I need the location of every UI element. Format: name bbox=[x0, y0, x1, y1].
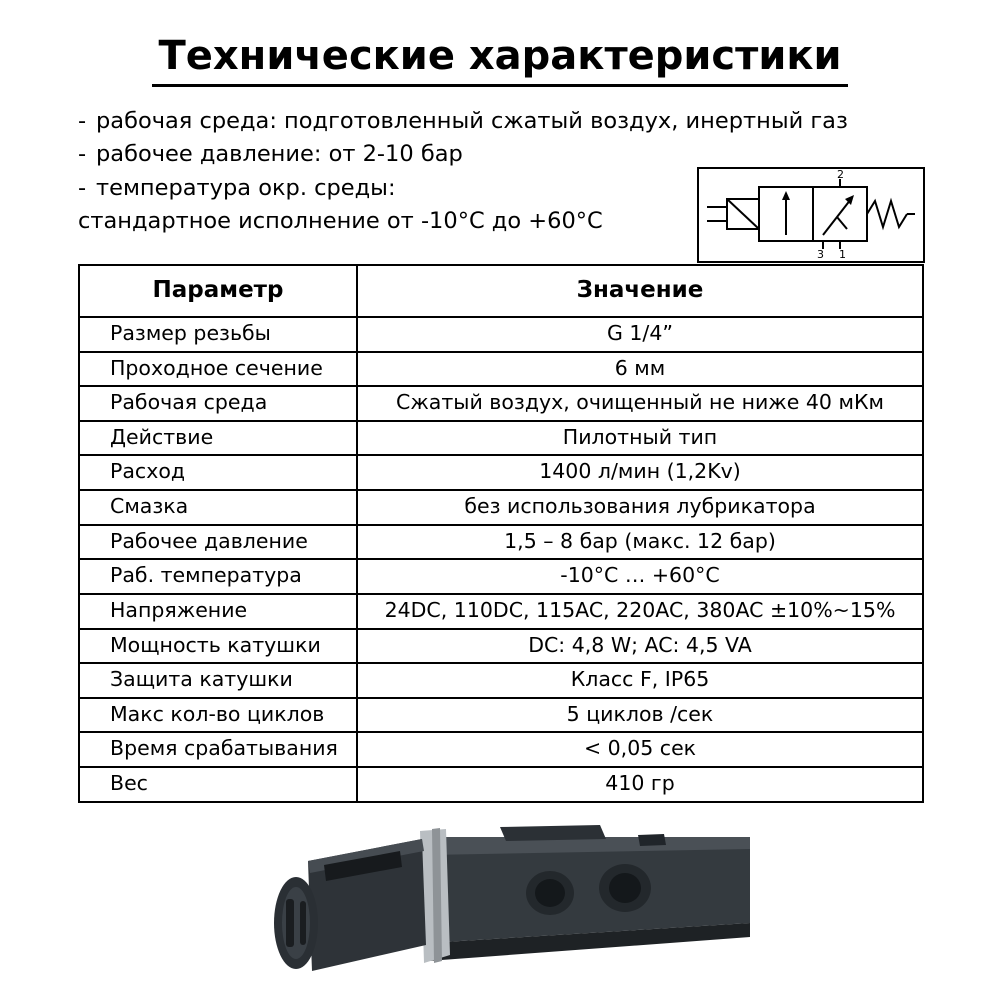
table-row bbox=[79, 732, 923, 767]
pneumatic-valve-photo bbox=[250, 815, 770, 995]
table-row bbox=[79, 317, 923, 352]
table-row bbox=[79, 525, 923, 560]
cell-parameter: Расход bbox=[79, 455, 357, 490]
table-row bbox=[79, 663, 923, 698]
table-row bbox=[79, 594, 923, 629]
cell-parameter: Время срабатывания bbox=[79, 732, 357, 767]
column-header-value: Значение bbox=[357, 265, 923, 317]
table-body bbox=[79, 317, 923, 802]
specifications-table bbox=[78, 264, 924, 803]
table-row bbox=[79, 767, 923, 802]
cell-parameter: Рабочее давление bbox=[79, 525, 357, 560]
cell-parameter: Мощность катушки bbox=[79, 629, 357, 664]
table-row bbox=[79, 490, 923, 525]
bullet-text: рабочее давление: от 2-10 бар bbox=[96, 141, 463, 168]
cell-parameter: Рабочая среда bbox=[79, 386, 357, 421]
cell-value: Сжатый воздух, очищенный не ниже 40 мКм bbox=[357, 386, 923, 421]
bullet-extra-text: стандартное исполнение от -10°С до +60°С bbox=[78, 207, 603, 234]
port-label-1: 1 bbox=[839, 248, 846, 261]
table-row bbox=[79, 629, 923, 664]
cell-value: 1,5 – 8 бар (макс. 12 бар) bbox=[357, 525, 923, 560]
table-row bbox=[79, 421, 923, 456]
cell-parameter: Напряжение bbox=[79, 594, 357, 629]
cell-parameter: Вес bbox=[79, 767, 357, 802]
cell-parameter: Защита катушки bbox=[79, 663, 357, 698]
cell-value: 1400 л/мин (1,2Kv) bbox=[357, 455, 923, 490]
cell-value: 24DC, 110DC, 115AC, 220AC, 380AC ±10%~15% bbox=[357, 594, 923, 629]
cell-value: 6 мм bbox=[357, 352, 923, 387]
cell-parameter: Раб. температура bbox=[79, 559, 357, 594]
table-row bbox=[79, 352, 923, 387]
table-row bbox=[79, 386, 923, 421]
dash-marker: - bbox=[78, 108, 87, 134]
cell-parameter: Смазка bbox=[79, 490, 357, 525]
pneumatic-valve-symbol-icon bbox=[697, 167, 925, 263]
cell-value: DC: 4,8 W; AC: 4,5 VA bbox=[357, 629, 923, 664]
table-row bbox=[79, 559, 923, 594]
port-label-3: 3 bbox=[817, 248, 824, 261]
cell-value: без использования лубрикатора bbox=[357, 490, 923, 525]
dash-marker: - bbox=[78, 141, 87, 168]
cell-parameter: Макс кол-во циклов bbox=[79, 698, 357, 733]
valve-photo-svg bbox=[250, 815, 770, 995]
cell-value: G 1/4” bbox=[357, 317, 923, 352]
cell-parameter: Размер резьбы bbox=[79, 317, 357, 352]
valve-schematic-svg bbox=[699, 169, 923, 261]
cell-value: < 0,05 сек bbox=[357, 732, 923, 767]
table-header-row bbox=[79, 265, 923, 317]
cell-value: 5 циклов /сек bbox=[357, 698, 923, 733]
list-item bbox=[78, 105, 938, 138]
page-title-container bbox=[0, 0, 1000, 87]
dash-marker: - bbox=[78, 174, 87, 201]
page-title: Технические характеристики bbox=[152, 34, 847, 87]
port-label-2: 2 bbox=[837, 169, 844, 181]
table-row bbox=[79, 698, 923, 733]
cell-parameter: Проходное сечение bbox=[79, 352, 357, 387]
bullet-text: рабочая среда: подготовленный сжатый воздух, инертный газ bbox=[96, 108, 848, 134]
cell-parameter: Действие bbox=[79, 421, 357, 456]
cell-value: Класс F, IP65 bbox=[357, 663, 923, 698]
cell-value: 410 гр bbox=[357, 767, 923, 802]
cell-value: Пилотный тип bbox=[357, 421, 923, 456]
bullet-text: температура окр. среды: bbox=[96, 174, 396, 201]
table-row bbox=[79, 455, 923, 490]
cell-value: -10°С … +60°С bbox=[357, 559, 923, 594]
column-header-parameter: Параметр bbox=[79, 265, 357, 317]
